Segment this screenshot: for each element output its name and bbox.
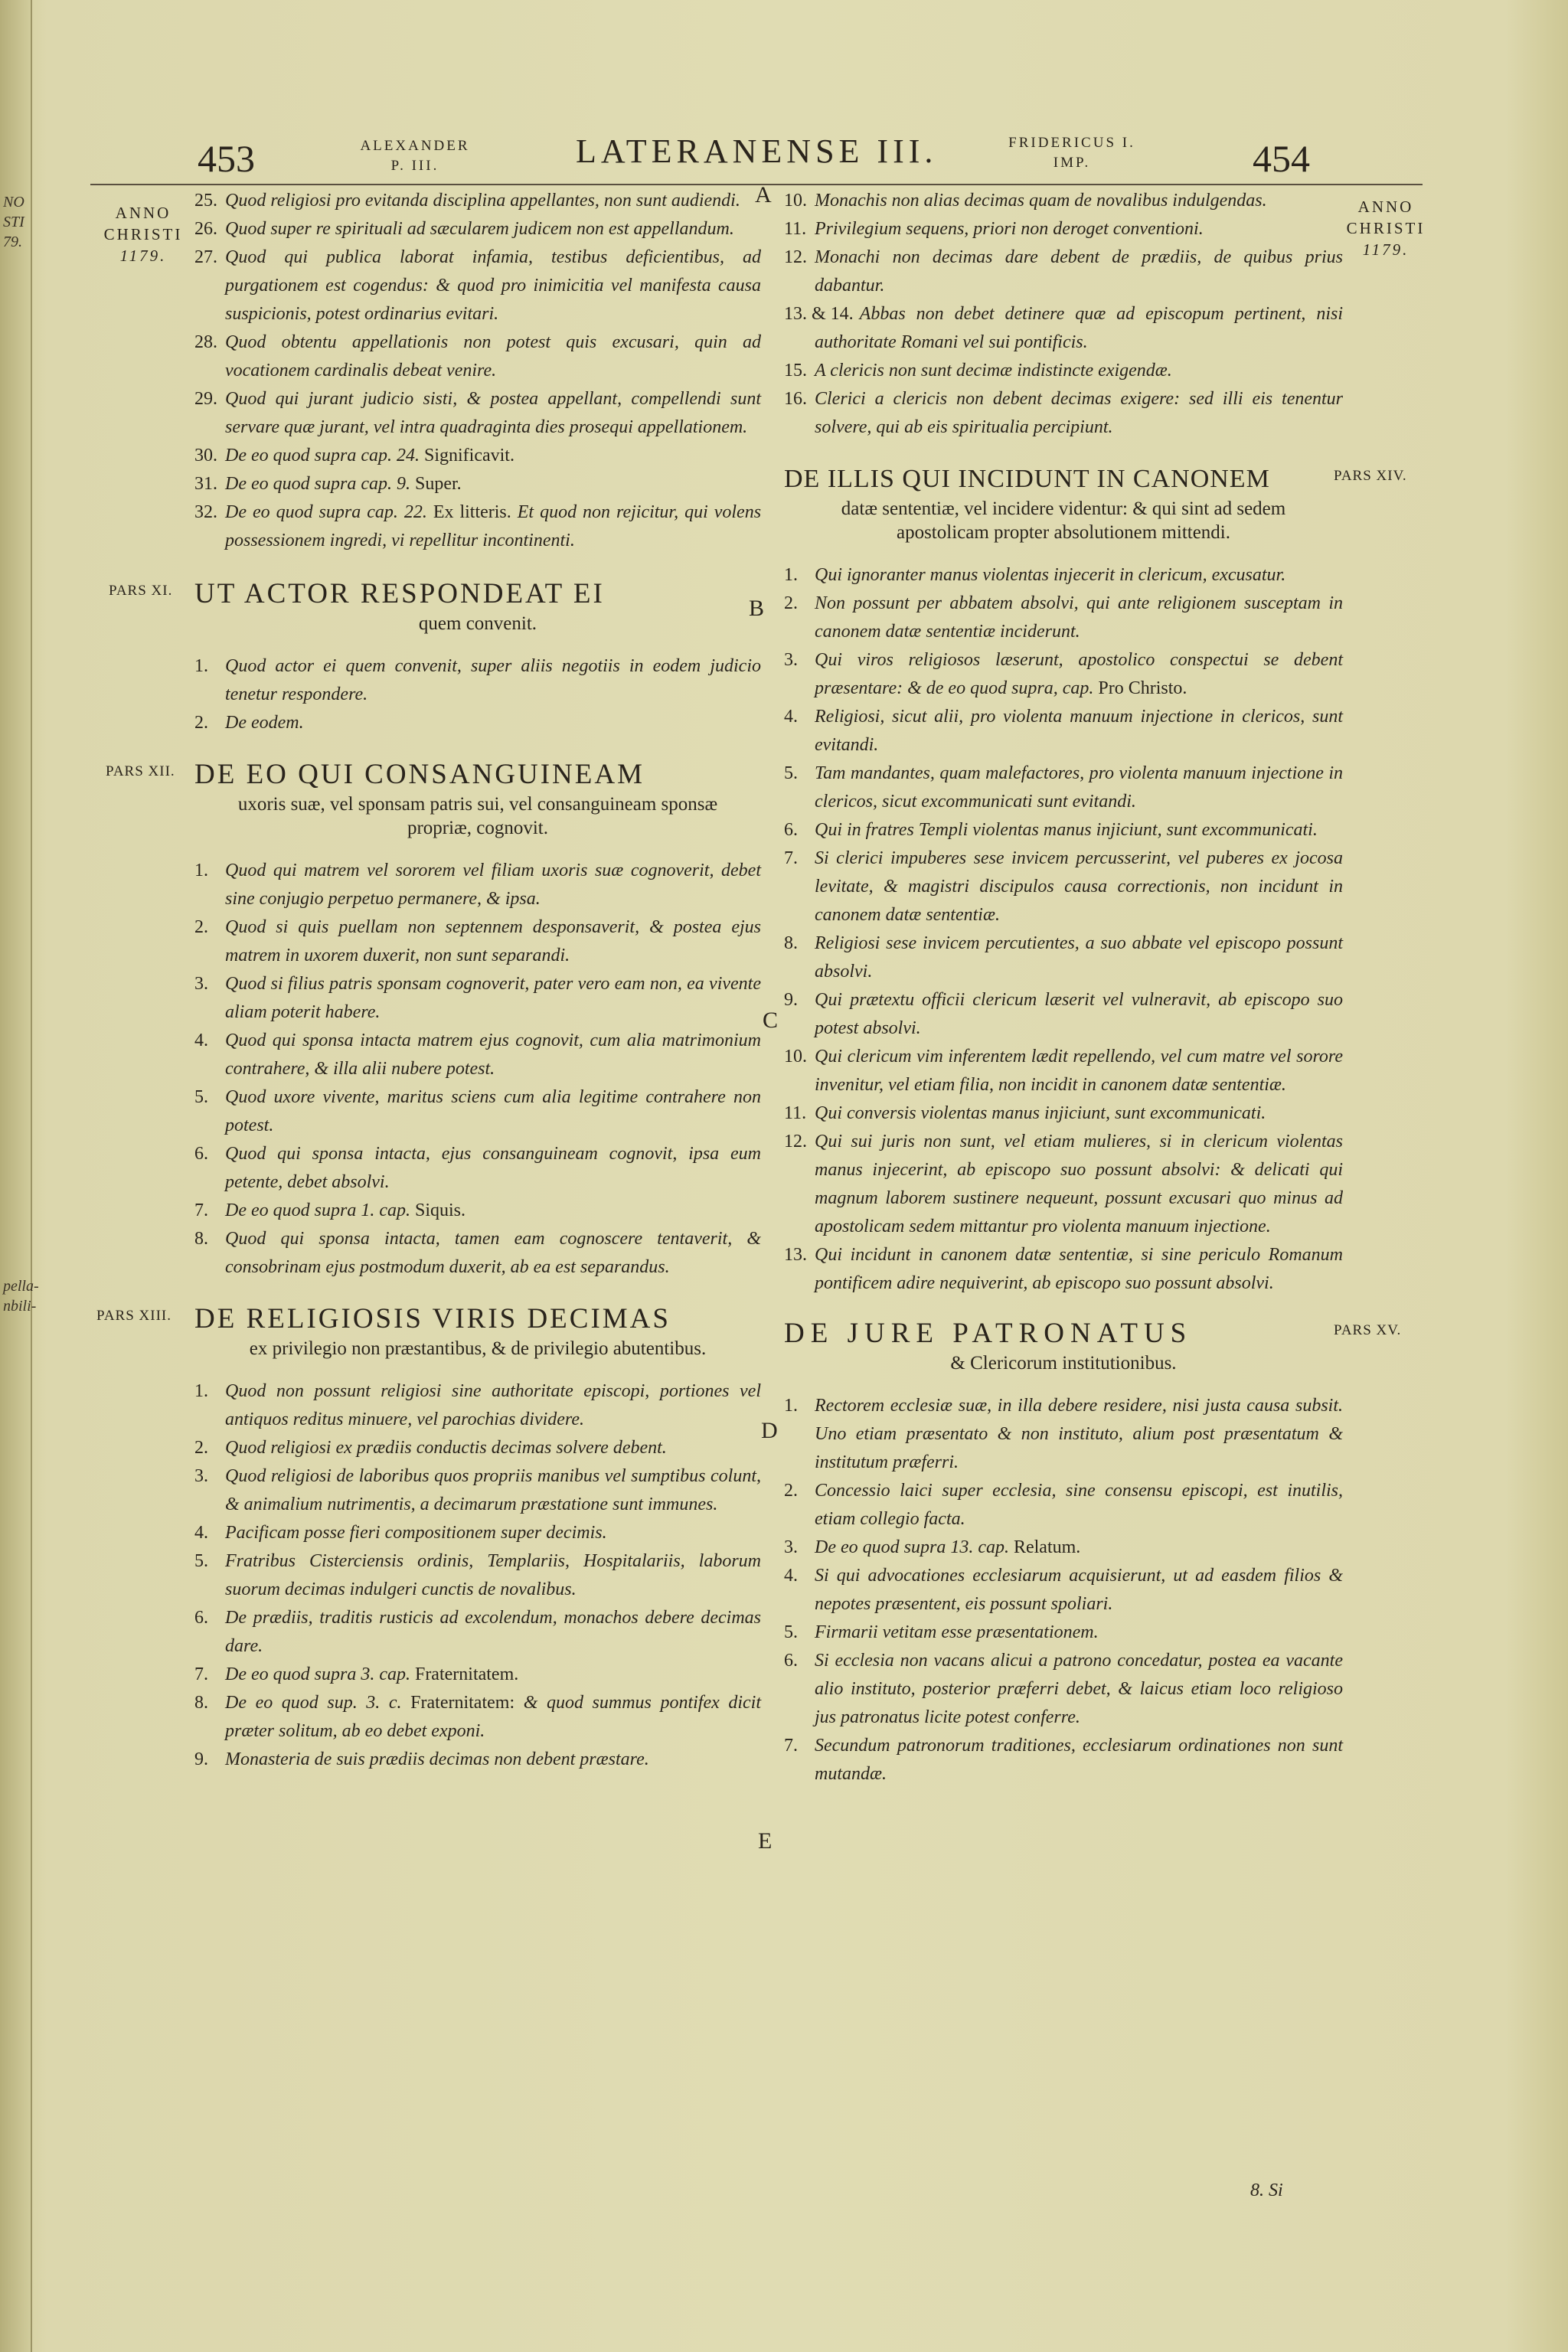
list-item xyxy=(194,970,761,1027)
list-item xyxy=(784,243,1343,300)
item-text: De eo quod supra cap. 24. xyxy=(225,446,420,466)
list-item xyxy=(784,1392,1343,1477)
right-running-head xyxy=(995,133,1148,173)
list-item xyxy=(194,243,761,328)
edge-text-3: 79. xyxy=(3,234,22,250)
running-head-imp: IMP. xyxy=(1053,155,1091,171)
item-text: De eo quod supra cap. 22. xyxy=(225,502,427,522)
item-text: Quod qui sponsa intacta matrem ejus cognovit, cum alia matrimonium contrahere, & illa alii nubere potest. xyxy=(225,1031,761,1079)
item-number: 8. xyxy=(194,1693,208,1713)
intro-list xyxy=(784,187,1343,442)
item-text: Qui prætextu officii clericum læserit vel vulneravit, ab episcopo suo potest absolvi. xyxy=(815,990,1343,1038)
item-number: 13. & 14. xyxy=(784,304,854,324)
section-heading-pars-13 xyxy=(96,1302,761,1361)
item-number: 4. xyxy=(784,707,798,727)
item-text: Monasteria de suis prædiis decimas non debent præstare. xyxy=(225,1749,649,1769)
list-item xyxy=(194,187,761,215)
item-text: Qui conversis violentas manus injiciunt, sunt excommunicati. xyxy=(815,1103,1266,1123)
item-incipit: Ex litteris. xyxy=(433,502,511,522)
list-item xyxy=(194,215,761,243)
item-text: Rectorem ecclesiæ suæ, in illa debere residere, nisi justa causa subsit. Uno etiam præsentato & non instituto, alium post præsentatum & institutum præferri. xyxy=(815,1396,1343,1472)
list-item xyxy=(784,187,1343,215)
item-number: 32. xyxy=(194,502,217,522)
list-item xyxy=(784,1128,1343,1241)
item-text: Quod qui publica laborat infamia, testibus deficientibus, ad purgationem est cogendus: & quod pro inimicitia vel manifesta causa suspicionis, potest ordinarius evitari. xyxy=(225,247,761,324)
list-item xyxy=(784,986,1343,1043)
section-heading-pars-12 xyxy=(106,757,761,840)
pars-label: PARS XV. xyxy=(1334,1322,1402,1338)
item-text: Quod si filius patris sponsam cognoverit, pater vero eam non, ea vivente aliam poterit habere. xyxy=(225,974,761,1022)
item-text: Quod uxore vivente, maritus sciens cum alia legitime contrahere non potest. xyxy=(225,1087,761,1135)
item-number: 27. xyxy=(194,247,217,267)
item-text: Fratribus Cisterciensis ordinis, Templariis, Hospitalariis, laborum suorum decimas indulgeri cunctis de novalibus. xyxy=(225,1551,761,1599)
item-number: 28. xyxy=(194,332,217,352)
item-text: Qui clericum vim inferentem lædit repellendo, vel cum matre vel sorore invenitur, vel etiam filia, non incidit in canonem datæ sententiæ. xyxy=(815,1047,1343,1095)
item-number: 13. xyxy=(784,1245,807,1265)
list-item xyxy=(784,357,1343,385)
item-number: 5. xyxy=(784,1622,798,1642)
item-incipit: Pro Christo. xyxy=(1098,678,1187,698)
item-number: 8. xyxy=(194,1229,208,1249)
section-letter-d: D xyxy=(761,1418,778,1443)
list-item xyxy=(194,1197,761,1225)
page-title: LATERANENSE III. xyxy=(576,132,938,170)
item-text: Clerici a clericis non debent decimas exigere: sed illi eis tenentur solvere, qui ab eis spiritualia percipiunt. xyxy=(815,389,1343,437)
list-item xyxy=(784,1647,1343,1732)
running-head-emperor: FRIDERICUS I. xyxy=(1008,135,1135,151)
item-text: Tam mandantes, quam malefactores, pro violenta manuum injectione in clericos, sicut excommunicati sunt evitandi. xyxy=(815,763,1343,812)
list-item xyxy=(194,709,761,737)
section-letter-e: E xyxy=(758,1828,773,1854)
list-item xyxy=(784,1099,1343,1128)
list-item xyxy=(194,1689,761,1746)
list-item xyxy=(784,1477,1343,1534)
year-anno: ANNO xyxy=(115,204,172,222)
list-item xyxy=(194,1519,761,1547)
item-number: 2. xyxy=(784,1481,798,1501)
item-incipit: Super. xyxy=(414,474,462,494)
intro-list xyxy=(194,187,761,555)
list-item xyxy=(194,1377,761,1434)
pars-14-list xyxy=(784,561,1343,1298)
item-number: 15. xyxy=(784,361,807,381)
item-text: De prædiis, traditis rusticis ad excolendum, monachos debere decimas dare. xyxy=(225,1608,761,1656)
left-page-number: 453 xyxy=(198,137,255,180)
list-item xyxy=(784,816,1343,844)
year-number: 1179. xyxy=(1362,240,1410,259)
item-incipit: Significavit. xyxy=(423,446,514,466)
item-number: 9. xyxy=(194,1749,208,1769)
item-number: 7. xyxy=(194,1200,208,1220)
edge-text-4: pella- xyxy=(3,1278,39,1295)
item-text: Qui in fratres Templi violentas manus injiciunt, sunt excommunicati. xyxy=(815,820,1318,840)
year-christi: CHRISTI xyxy=(1346,219,1426,237)
list-item xyxy=(194,328,761,385)
list-item xyxy=(784,1534,1343,1562)
item-text: De eo quod supra 3. cap. xyxy=(225,1664,410,1684)
list-item xyxy=(194,857,761,913)
section-letter-a: A xyxy=(755,182,772,207)
item-text: Quod qui jurant judicio sisti, & postea appellant, compellendi sunt servare quæ jurant, vel intra quadraginta dies prosequi appellationem. xyxy=(225,389,761,437)
left-running-head xyxy=(338,136,492,176)
list-item xyxy=(784,215,1343,243)
list-item xyxy=(784,1043,1343,1099)
item-number: 10. xyxy=(784,191,807,211)
list-item xyxy=(784,703,1343,760)
list-item xyxy=(194,1434,761,1462)
item-number: 3. xyxy=(194,1466,208,1486)
item-text: Quod super re spirituali ad sæcularem judicem non est appellandum. xyxy=(225,219,734,239)
item-text: Monachis non alias decimas quam de novalibus indulgendas. xyxy=(815,191,1267,211)
item-text: De eo quod supra 1. cap. xyxy=(225,1200,410,1220)
item-number: 7. xyxy=(784,1736,798,1756)
item-text: Secundum patronorum traditiones, ecclesiarum ordinationes non sunt mutandæ. xyxy=(815,1736,1343,1784)
list-item xyxy=(194,470,761,498)
list-item xyxy=(194,1547,761,1604)
item-number: 11. xyxy=(784,1103,807,1123)
item-text: Abbas non debet detinere quæ ad episcopum pertinent, nisi authoritate Romani vel sui pontificis. xyxy=(815,304,1343,352)
item-text: Pacificam posse fieri compositionem super decimis. xyxy=(225,1523,607,1543)
list-item xyxy=(784,1562,1343,1619)
item-text: Quod obtentu appellationis non potest quis excusari, quin ad vocationem cardinalis debeat venire. xyxy=(225,332,761,381)
item-number: 6. xyxy=(194,1608,208,1628)
item-number: 1. xyxy=(784,565,798,585)
item-number: 11. xyxy=(784,219,807,239)
item-number: 3. xyxy=(194,974,208,994)
item-text: Privilegium sequens, priori non deroget conventioni. xyxy=(815,219,1204,239)
year-number: 1179. xyxy=(119,247,167,265)
section-title: DE EO QUI CONSANGUINEAM xyxy=(194,759,645,790)
item-text: Si ecclesia non vacans alicui a patrono concedatur, postea ea vacante alio instituto, posterior præferri debet, & laicus etiam loco religioso jus patronatus licite potest conferre. xyxy=(815,1651,1343,1727)
item-incipit: Fraternitatem: xyxy=(410,1693,515,1713)
catchword: 8. Si xyxy=(1250,2180,1283,2200)
item-number: 29. xyxy=(194,389,217,409)
item-number: 26. xyxy=(194,219,217,239)
item-text: De eo quod supra 13. cap. xyxy=(815,1537,1009,1557)
item-number: 3. xyxy=(784,650,798,670)
item-incipit: Relatum. xyxy=(1013,1537,1081,1557)
list-item xyxy=(194,1661,761,1689)
item-number: 2. xyxy=(784,593,798,613)
item-text: Quod religiosi de laboribus quos propriis manibus vel sumptibus colunt, & animalium nutrimentis, a decimarum præstatione sunt immunes. xyxy=(225,1466,761,1514)
list-item xyxy=(194,1225,761,1282)
list-item xyxy=(784,646,1343,703)
item-number: 6. xyxy=(784,1651,798,1671)
pars-label: PARS XIII. xyxy=(96,1308,172,1324)
item-text: Si clerici impuberes sese invicem percusserint, vel puberes ex jocosa levitate, & magistri discipulos causa correctionis, non incidunt in canonem datæ sententiæ. xyxy=(815,848,1343,925)
item-number: 4. xyxy=(784,1566,798,1586)
item-text: Non possunt per abbatem absolvi, qui ante religionem susceptam in canonem datæ sententiæ inciderunt. xyxy=(815,593,1343,642)
item-number: 7. xyxy=(194,1664,208,1684)
list-item xyxy=(784,300,1343,357)
item-incipit: Siquis. xyxy=(414,1200,466,1220)
section-title: DE JURE PATRONATUS xyxy=(784,1318,1193,1349)
pars-label: PARS XI. xyxy=(109,583,173,599)
item-text: Quod qui matrem vel sororem vel filiam uxoris suæ cognoverit, debet sine conjugio perpetuo permanere, & ipsa. xyxy=(225,861,761,909)
item-text: Firmarii vetitam esse præsentationem. xyxy=(815,1622,1099,1642)
item-text: De eo quod sup. 3. c. xyxy=(225,1693,402,1713)
section-subtitle: datæ sententiæ, vel incidere videntur: & qui sint ad sedem apostolicam propter absolutionem mittendi. xyxy=(841,498,1286,543)
item-text: Religiosi sese invicem percutientes, a suo abbate vel episcopo possunt absolvi. xyxy=(815,933,1343,982)
item-number: 6. xyxy=(784,820,798,840)
item-number: 8. xyxy=(784,933,798,953)
item-text: A clericis non sunt decimæ indistincte exigendæ. xyxy=(815,361,1172,381)
edge-text-2: STI xyxy=(3,214,24,230)
list-item xyxy=(194,1140,761,1197)
list-item xyxy=(784,1619,1343,1647)
section-subtitle: uxoris suæ, vel sponsam patris sui, vel consanguineam sponsæ propriæ, cognovit. xyxy=(237,794,718,838)
item-number: 9. xyxy=(784,990,798,1010)
list-item xyxy=(194,498,761,555)
item-number: 30. xyxy=(194,446,217,466)
item-text: Quod actor ei quem convenit, super aliis negotiis in eodem judicio tenetur respondere. xyxy=(225,656,761,704)
item-number: 1. xyxy=(784,1396,798,1416)
item-number: 16. xyxy=(784,389,807,409)
item-number: 5. xyxy=(194,1551,208,1571)
section-heading-pars-15 xyxy=(784,1316,1402,1375)
item-number: 12. xyxy=(784,1132,807,1152)
list-item xyxy=(784,590,1343,646)
item-text: Qui incidunt in canonem datæ sententiæ, si sine periculo Romanum pontificem adire nequiverint, ab episcopo suo possunt absolvi. xyxy=(815,1245,1343,1293)
item-number: 1. xyxy=(194,861,208,880)
list-item xyxy=(194,1746,761,1774)
running-head-pope: P. III. xyxy=(390,158,439,174)
section-heading-pars-14 xyxy=(784,462,1407,544)
item-number: 1. xyxy=(194,1381,208,1401)
year-christi: CHRISTI xyxy=(103,225,183,243)
pars-label: PARS XIV. xyxy=(1334,468,1407,484)
item-text: Quod si quis puellam non septennem desponsaverit, & postea ejus matrem in uxorem duxerit, non sunt separandi. xyxy=(225,917,761,965)
item-number: 7. xyxy=(784,848,798,868)
previous-page-edge xyxy=(0,0,39,2352)
list-item xyxy=(784,929,1343,986)
pars-11-list xyxy=(194,652,761,737)
list-item xyxy=(194,1604,761,1661)
item-incipit: Fraternitatem. xyxy=(414,1664,519,1684)
item-number: 6. xyxy=(194,1144,208,1164)
list-item xyxy=(784,385,1343,442)
item-number: 4. xyxy=(194,1523,208,1543)
running-head-name: ALEXANDER xyxy=(360,138,470,154)
right-page-number: 454 xyxy=(1253,137,1310,180)
list-item xyxy=(194,1462,761,1519)
list-item xyxy=(194,1027,761,1083)
list-item xyxy=(784,844,1343,929)
item-text: Qui sui juris non sunt, vel etiam mulieres, si in clericum violentas manus injecerint, ab episcopo suo possunt absolvi: & delicati qui magnum laborem sustinere nequeunt, possunt excusari quo minus ad apostolicam sedem mittantur pro violenta manuum injectione. xyxy=(815,1132,1343,1236)
section-heading-pars-11 xyxy=(109,577,761,635)
item-number: 1. xyxy=(194,656,208,676)
list-item xyxy=(194,652,761,709)
item-number: 2. xyxy=(194,1438,208,1458)
item-number: 12. xyxy=(784,247,807,267)
item-text: Quod religiosi pro evitanda disciplina appellantes, non sunt audiendi. xyxy=(225,191,740,211)
item-text: Quod religiosi ex prædiis conductis decimas solvere debent. xyxy=(225,1438,667,1458)
item-number: 2. xyxy=(194,917,208,937)
item-number: 5. xyxy=(784,763,798,783)
item-text: Qui ignoranter manus violentas injecerit in clericum, excusatur. xyxy=(815,565,1286,585)
list-item xyxy=(194,1083,761,1140)
right-year-note xyxy=(1334,196,1438,260)
item-number: 5. xyxy=(194,1087,208,1107)
item-text: Quod qui sponsa intacta, ejus consanguineam cognovit, ipsa eum petente, debet absolvi. xyxy=(225,1144,761,1192)
section-title: UT ACTOR RESPONDEAT EI xyxy=(194,578,605,609)
pars-15-list xyxy=(784,1392,1343,1788)
list-item xyxy=(194,442,761,470)
item-text: De eo quod supra cap. 9. xyxy=(225,474,410,494)
item-number: 10. xyxy=(784,1047,807,1067)
list-item xyxy=(194,385,761,442)
item-number: 2. xyxy=(194,713,208,733)
list-item xyxy=(784,561,1343,590)
item-text: Qui viros religiosos læserunt, apostolico conspectui se debent præsentare: & de eo quod supra, cap. xyxy=(815,650,1343,698)
item-text: Quod non possunt religiosi sine authoritate episcopi, portiones vel antiquos reditus minuere, vel parochias dividere. xyxy=(225,1381,761,1429)
section-subtitle: quem convenit. xyxy=(418,613,537,634)
item-number: 3. xyxy=(784,1537,798,1557)
list-item xyxy=(194,913,761,970)
left-year-note xyxy=(93,202,193,266)
item-text: Religiosi, sicut alii, pro violenta manuum injectione in clericos, sunt evitandi. xyxy=(815,707,1343,755)
list-item xyxy=(784,760,1343,816)
section-letter-b: B xyxy=(749,596,765,621)
item-text: Monachi non decimas dare debent de prædiis, de quibus prius dabantur. xyxy=(815,247,1343,296)
section-title: DE RELIGIOSIS VIRIS DECIMAS xyxy=(194,1303,671,1334)
pars-label: PARS XII. xyxy=(106,763,175,779)
item-number: 4. xyxy=(194,1031,208,1050)
section-title: DE ILLIS QUI INCIDUNT IN CANONEM xyxy=(784,465,1270,493)
section-subtitle: & Clericorum institutionibus. xyxy=(950,1353,1177,1374)
edge-text-1: NO xyxy=(3,194,24,211)
pars-12-list xyxy=(194,857,761,1282)
year-anno: ANNO xyxy=(1357,198,1414,216)
edge-text-5: nbili- xyxy=(3,1298,37,1315)
list-item xyxy=(784,1241,1343,1298)
section-letter-c: C xyxy=(763,1008,779,1033)
item-number: 31. xyxy=(194,474,217,494)
item-number: 25. xyxy=(194,191,217,211)
section-subtitle: ex privilegio non præstantibus, & de privilegio abutentibus. xyxy=(249,1338,707,1359)
list-item xyxy=(784,1732,1343,1788)
item-text: De eodem. xyxy=(225,713,304,733)
item-text-continued: & quod summus pontifex dicit præter solitum, ab eo debet exponi. xyxy=(225,1693,762,1741)
pars-13-list xyxy=(194,1377,761,1774)
item-text: Concessio laici super ecclesia, sine consensu episcopi, est inutilis, etiam collegio facta. xyxy=(815,1481,1343,1529)
item-text: Si qui advocationes ecclesiarum acquisierunt, ut ad easdem filios & nepotes præsentent, eis possunt spoliari. xyxy=(815,1566,1343,1614)
item-text-continued: Et quod non rejicitur, qui volens possessionem ingredi, vi repellitur incontinenti. xyxy=(225,502,762,550)
item-text: Quod qui sponsa intacta, tamen eam cognoscere tentaverit, & consobrinam ejus postmodum duxerit, ab ea est separandus. xyxy=(225,1229,761,1277)
